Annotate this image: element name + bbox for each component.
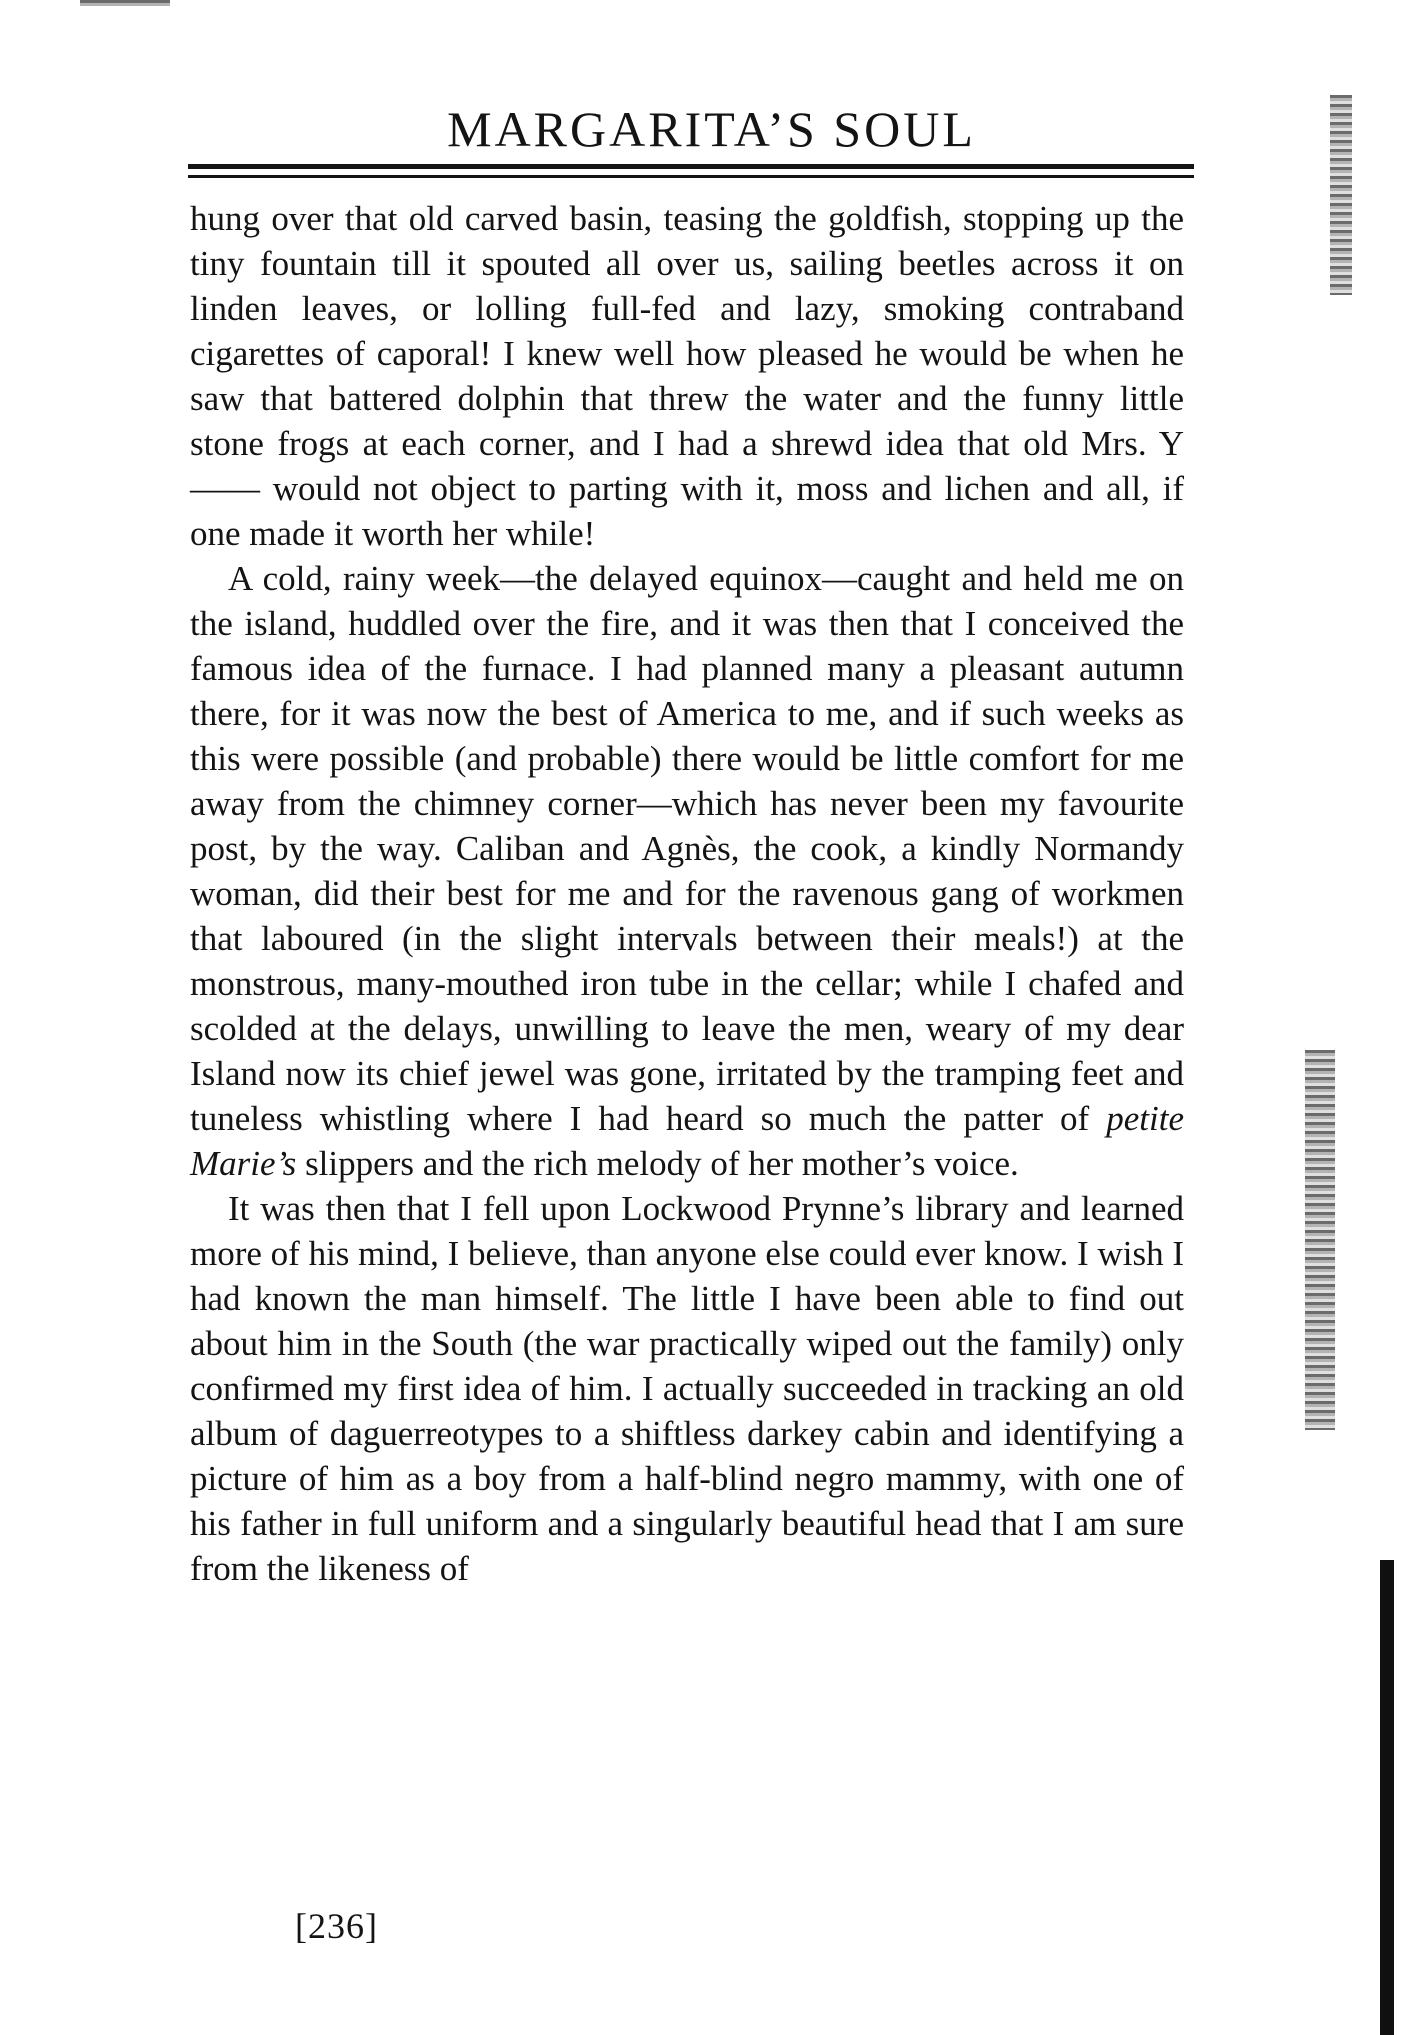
scan-edge-mark-middle [1305,1050,1335,1430]
paragraph-3 [190,1186,1184,1591]
scan-edge-mark-top [1330,95,1352,295]
body-text [190,196,1184,1591]
header-rule-thin [188,175,1194,178]
paragraph-1-text: hung over that old carved basin, teasing the goldfish, stopping up the tiny fountain till it spouted all over us, sailing beetles across it on linden leaves, or lolling full-fed and lazy, smoking contraband cigarettes of caporal! I knew well how pleased he would be when he saw that battered dolphin that threw the water and the funny little stone frogs at each corner, and I had a shrewd idea that old Mrs. Y—— would not object to parting with it, moss and lichen and all, if one made it worth her while! [190,199,1184,553]
scan-edge-bar-bottom [1380,1560,1394,2035]
paragraph-1 [190,196,1184,556]
scan-corner-mark [80,0,170,6]
running-title: MARGARITA’S SOUL [447,101,976,157]
paragraph-2-italic: petite Marie’s [190,1099,1184,1183]
page-number: [236] [295,1906,378,1946]
paragraph-2-text: A cold, rainy week—the delayed equinox—caught and held me on the island, huddled over the fire, and it was then that I conceived the famous idea of the furnace. I had planned many a pleasant autumn there, for it was now the best of America to me, and if such weeks as this were possible (and probable) there would be little comfort for me away from the chimney corner—which has never been my favourite post, by the way. Caliban and Agnès, the cook, a kindly Normandy woman, did their best for me and for the ravenous gang of workmen that laboured (in the slight intervals between their meals!) at the monstrous, many-mouthed iron tube in the cellar; while I chafed and scolded at the delays, unwilling to leave the men, weary of my dear Island now its chief jewel was gone, irritated by the tramping feet and tuneless whistling where I had heard so much the patter of [190,559,1184,1138]
paragraph-2 [190,556,1184,1186]
header-rule-thick [188,164,1194,169]
paragraph-2-text-end: slippers and the rich melody of her mother’s voice. [296,1144,1019,1183]
paragraph-3-text: It was then that I fell upon Lockwood Prynne’s library and learned more of his mind, I believe, than anyone else could ever know. I wish I had known the man himself. The little I have been able to find out about him in the South (the war practically wiped out the family) only confirmed my first idea of him. I actually succeeded in tracking an old album of daguerreotypes to a shiftless darkey cabin and identifying a picture of him as a boy from a half-blind negro mammy, with one of his father in full uniform and a singularly beautiful head that I am sure from the likeness of [190,1189,1184,1588]
running-header [0,100,1403,158]
